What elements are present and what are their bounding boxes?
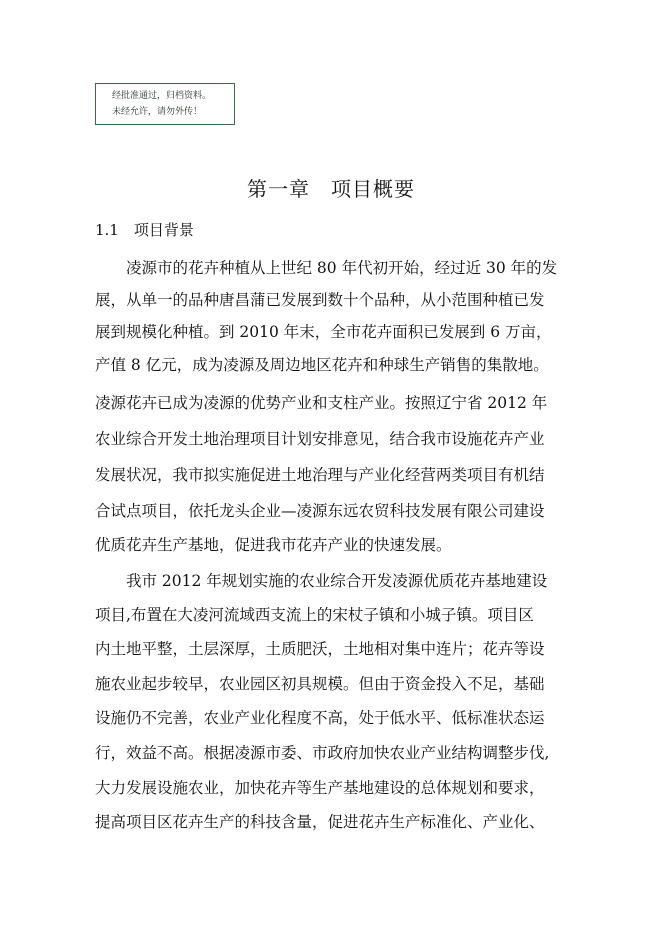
paragraph-line: 展，从单一的品种唐昌蒲已发展到数十个品种，从小范围种植已发 <box>95 291 545 309</box>
paragraph-line: 产值 8 亿元，成为凌源及周边地区花卉和种球生产销售的集散地。 <box>95 356 549 374</box>
paragraph-line: 优质花卉生产基地，促进我市花卉产业的快速发展。 <box>95 536 452 554</box>
chapter-title: 第一章 项目概要 <box>247 177 415 201</box>
paragraph-line: 行，效益不高。根据凌源市委、市政府加快农业产业结构调整步伐, <box>95 744 550 762</box>
notice-line-1: 经批准通过，归档资料。 <box>112 91 212 101</box>
paragraph-line: 农业综合开发土地治理项目计划安排意见，结合我市设施花卉产业 <box>95 430 545 448</box>
paragraph-line: 我市 2012 年规划实施的农业综合开发凌源优质花卉基地建设 <box>126 572 548 590</box>
paragraph-line: 展到规模化种植。到 2010 年末，全市花卉面积已发展到 6 万亩， <box>95 323 552 341</box>
paragraph-line: 凌源市的花卉种植从上世纪 80 年代初开始，经过近 30 年的发 <box>126 259 558 277</box>
paragraph-line: 设施仍不完善，农业产业化程度不高，处于低水平、低标准状态运 <box>95 709 545 727</box>
paragraph-line: 项目,布置在大凌河流域西支流上的宋杖子镇和小城子镇。项目区 <box>95 606 534 624</box>
section-heading: 1.1 项目背景 <box>95 221 194 239</box>
paragraph-line: 合试点项目，依托龙头企业—凌源东远农贸科技发展有限公司建设 <box>95 502 545 520</box>
archive-notice-box <box>95 83 235 125</box>
paragraph-line: 提高项目区花卉生产的科技含量，促进花卉生产标准化、产业化、 <box>95 813 545 831</box>
paragraph-line: 发展状况，我市拟实施促进土地治理与产业化经营两类项目有机结 <box>95 466 545 484</box>
notice-line-2: 未经允许，请勿外传！ <box>112 107 203 117</box>
paragraph-line: 大力发展设施农业，加快花卉等生产基地建设的总体规划和要求， <box>95 779 545 797</box>
paragraph-line: 内土地平整，土层深厚，土质肥沃，土地相对集中连片；花卉等设 <box>95 640 545 658</box>
paragraph-line: 施农业起步较早，农业园区初具规模。但由于资金投入不足，基础 <box>95 675 545 693</box>
paragraph-line: 凌源花卉已成为凌源的优势产业和支柱产业。按照辽宁省 2012 年 <box>95 394 548 412</box>
